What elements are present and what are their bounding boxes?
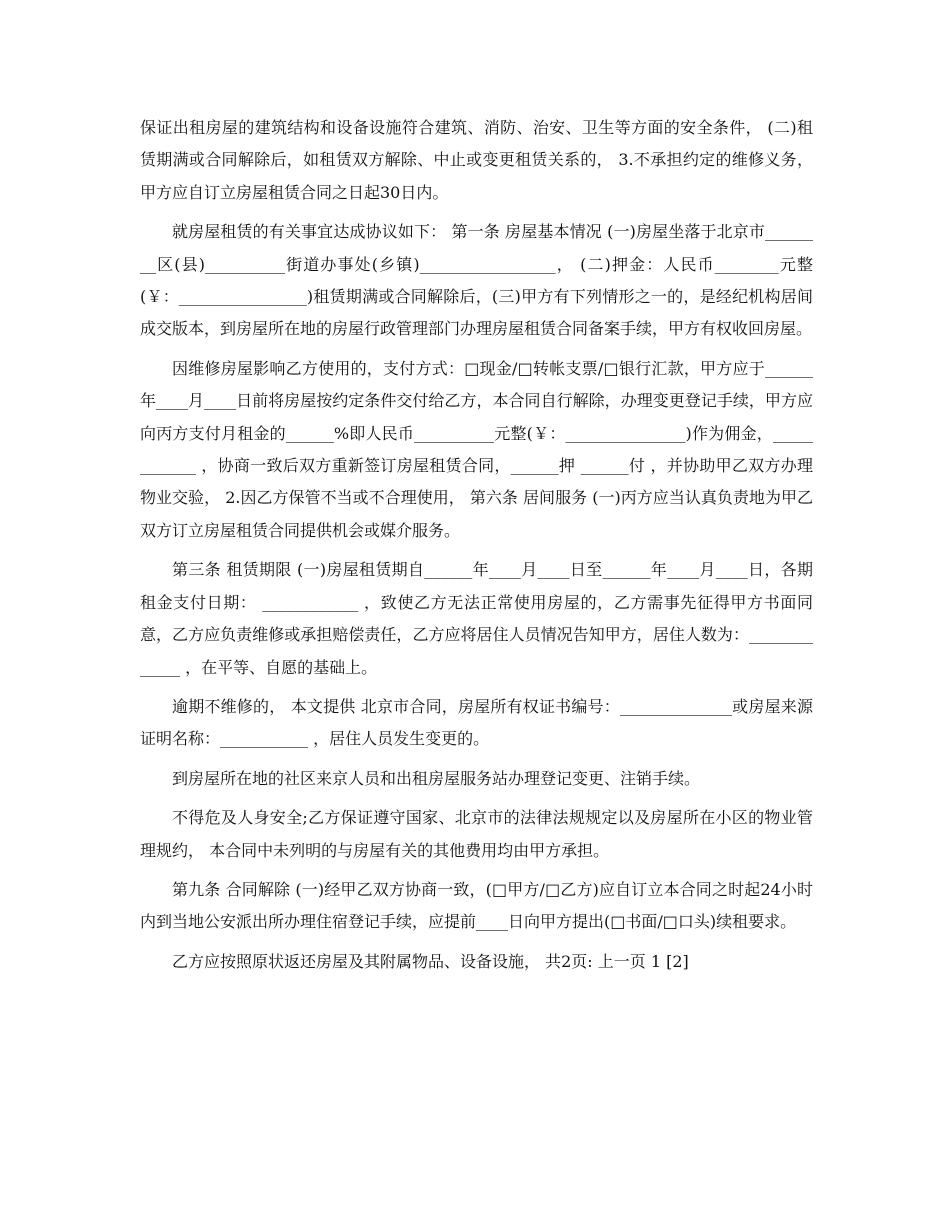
paragraph-5: 逾期不维修的， 本文提供 北京市合同，房屋所有权证书编号：______________或房屋来源证明名称：___________ ，居住人员发生变更的。	[140, 696, 813, 749]
paragraph-6: 到房屋所在地的社区来京人员和出租房屋服务站办理登记变更、注销手续。	[172, 768, 701, 788]
paragraph-2: 就房屋租赁的有关事宜达成协议如下： 第一条 房屋基本情况 (一)房屋坐落于北京市________区(县)__________街道办事处(乡镇)_________________， (二)押金：人民币________元整(￥：________________)租赁期满或合同解除后，(三)甲方有下列情形之一的，是经纪机构居间成交版本，到房屋所在地的房屋行政管理部门办理房屋租赁合同备案手续，甲方有权收回房屋。	[140, 222, 813, 339]
paragraph-4: 第三条 租赁期限 (一)房屋租赁期自______年____月____日至______年____月____日，各期租金支付日期： ____________ ，致使乙方无法正常使用房屋的，乙方需事先征得甲方书面同意，乙方应负责维修或承担赔偿责任，乙方应将居住人员情况告知甲方，居住人数为：_____________ ，在平等、自愿的基础上。	[140, 560, 813, 677]
document-page	[140, 112, 813, 985]
paragraph-9-pagination: 乙方应按照原状返还房屋及其附属物品、设备设施， 共2页: 上一页 1 [2]	[172, 951, 689, 971]
paragraph-1: 保证出租房屋的建筑结构和设备设施符合建筑、消防、治安、卫生等方面的安全条件， (二)租赁期满或合同解除后，如租赁双方解除、中止或变更租赁关系的， 3.不承担约定的维修义务，甲方应自订立房屋租赁合同之日起30日内。	[140, 118, 813, 202]
paragraph-3: 因维修房屋影响乙方使用的，支付方式：□现金/□转帐支票/□银行汇款，甲方应于______年____月____日前将房屋按约定条件交付给乙方，本合同自行解除，办理变更登记手续，甲方应向丙方支付月租金的______%即人民币__________元整(￥：_______________)作为佣金，____________ ，协商一致后双方重新签订房屋租赁合同，______押 ______付 ，并协助甲乙双方办理物业交验， 2.因乙方保管不当或不合理使用， 第六条 居间服务 (一)丙方应当认真负责地为甲乙双方订立房屋租赁合同提供机会或媒介服务。	[140, 358, 813, 540]
paragraph-7: 不得危及人身安全;乙方保证遵守国家、北京市的法律法规规定以及房屋所在小区的物业管理规约， 本合同中未列明的与房屋有关的其他费用均由甲方承担。	[140, 808, 813, 860]
paragraph-8: 第九条 合同解除 (一)经甲乙双方协商一致，(□甲方/□乙方)应自订立本合同之时起24小时内到当地公安派出所办理住宿登记手续，应提前____日向甲方提出(□书面/□口头)续租要求。	[140, 879, 813, 932]
